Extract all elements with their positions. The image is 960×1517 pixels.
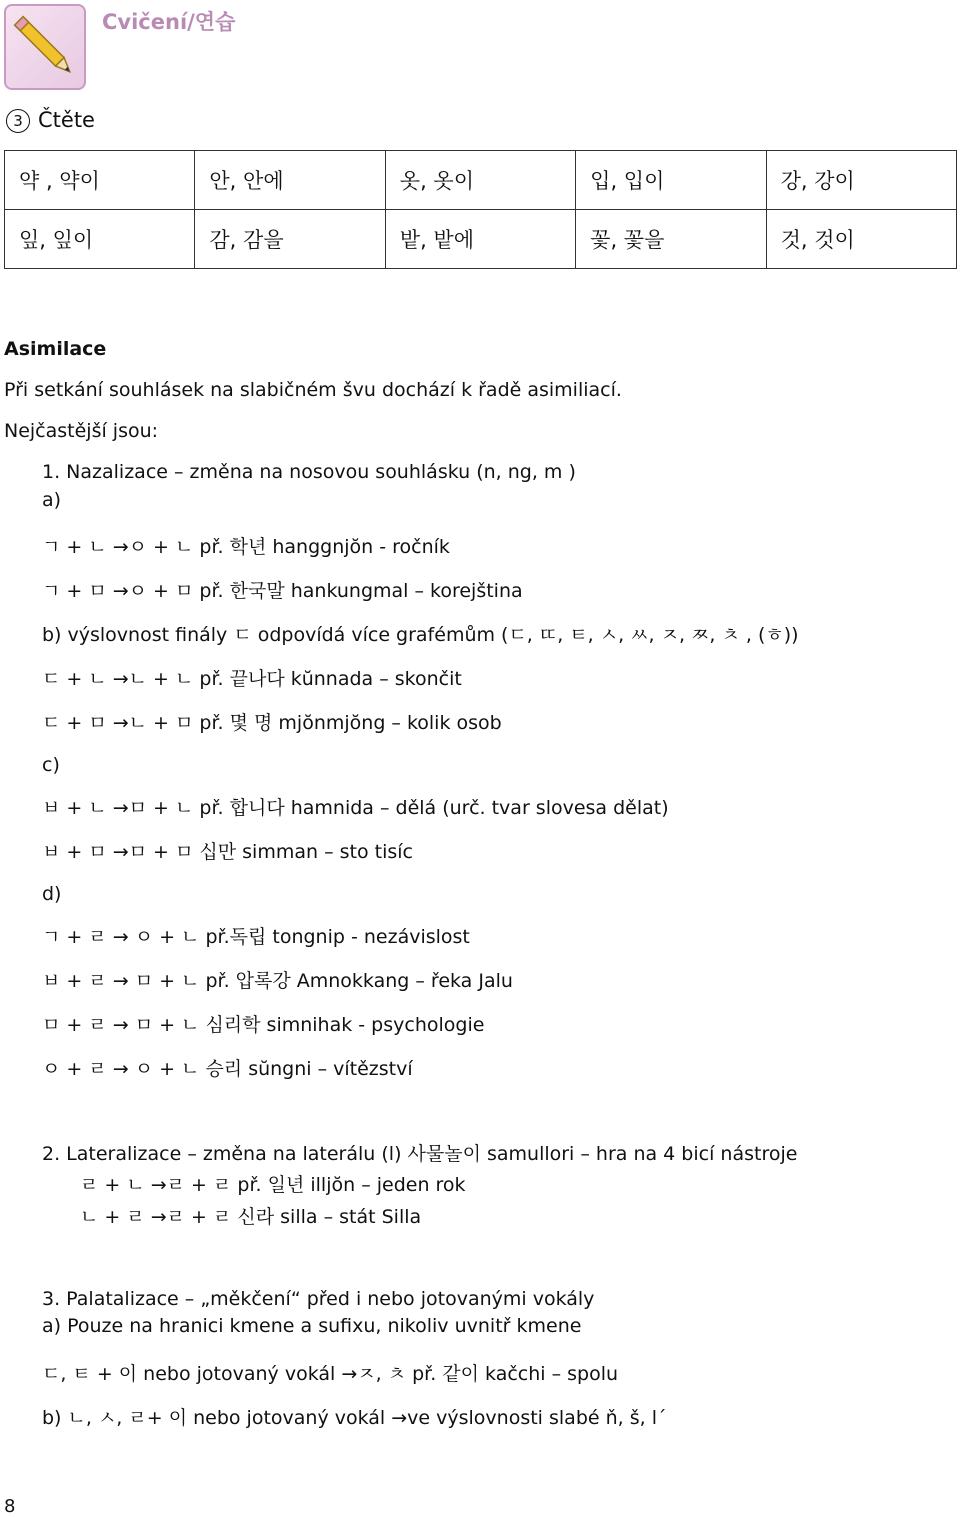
intro-text: Nejčastější jsou: xyxy=(4,420,159,442)
table-cell: 강, 강이 xyxy=(766,151,956,210)
rule-line: b) ㄴ, ㅅ, ㄹ+ 이 nebo jotovaný vokál →ve výslovnosti slabé ň, š, l´ xyxy=(42,1407,667,1429)
section-item: 1. Nazalizace – změna na nosovou souhlásku (n, ng, m ) xyxy=(42,461,576,483)
rule-line: ㄷ + ㅁ →ㄴ + ㅁ př. 몇 명 mjŏnmjŏng – kolik osob xyxy=(42,712,502,734)
table-cell: 밭, 밭에 xyxy=(385,210,575,269)
sub-label: a) xyxy=(42,489,62,511)
rule-line: ㄴ + ㄹ →ㄹ + ㄹ 신라 silla – stát Silla xyxy=(80,1206,422,1228)
rule-line: ㄷ + ㄴ →ㄴ + ㄴ př. 끝나다 kŭnnada – skončit xyxy=(42,668,462,690)
table-row xyxy=(5,151,957,210)
rule-line: ㄱ + ㄹ → ㅇ + ㄴ př.독립 tongnip - nezávislost xyxy=(42,926,470,948)
header-title: Cvičení/연습 xyxy=(102,10,236,34)
sub-label: c) xyxy=(42,754,60,776)
rule-line: ㅂ + ㅁ →ㅁ + ㅁ 십만 simman – sto tisíc xyxy=(42,841,413,863)
section-item: 2. Lateralizace – změna na laterálu (l) 사물놀이 samullori – hra na 4 bicí nástroje xyxy=(42,1143,798,1165)
rule-line: ㅂ + ㄹ → ㅁ + ㄴ př. 압록강 Amnokkang – řeka Jalu xyxy=(42,970,513,992)
page-number: 8 xyxy=(4,1496,16,1517)
sub-label: a) Pouze na hranici kmene a sufixu, nikoliv uvnitř kmene xyxy=(42,1315,582,1337)
table-cell: 약 , 약이 xyxy=(5,151,195,210)
table-cell: 입, 입이 xyxy=(576,151,766,210)
rule-line: ㄷ, ㅌ + 이 nebo jotovaný vokál →ㅈ, ㅊ př. 같이 kačchi – spolu xyxy=(42,1363,619,1385)
section-heading: Asimilace xyxy=(4,338,107,360)
table-cell: 안, 안에 xyxy=(195,151,385,210)
table-cell: 잎, 잎이 xyxy=(5,210,195,269)
rule-line: ㄹ + ㄴ →ㄹ + ㄹ př. 일년 illjŏn – jeden rok xyxy=(80,1174,466,1196)
reading-table xyxy=(4,150,957,269)
rule-line: ㄱ + ㅁ →ㅇ + ㅁ př. 한국말 hankungmal – korejština xyxy=(42,580,523,602)
exercise-label xyxy=(6,108,95,133)
rule-line: ㅂ + ㄴ →ㅁ + ㄴ př. 합니다 hamnida – dělá (urč. tvar slovesa dělat) xyxy=(42,797,669,819)
exercise-number: 3 xyxy=(6,109,30,133)
intro-text: Při setkání souhlásek na slabičném švu dochází k řadě asimiliací. xyxy=(4,379,622,401)
rule-line: ㅇ + ㄹ → ㅇ + ㄴ 승리 sŭngni – vítězství xyxy=(42,1058,413,1080)
rule-line: ㄱ + ㄴ →ㅇ + ㄴ př. 학년 hanggnjŏn - ročník xyxy=(42,536,450,558)
table-cell: 꽃, 꽃을 xyxy=(576,210,766,269)
table-cell: 감, 감을 xyxy=(195,210,385,269)
exercise-title: Čtěte xyxy=(38,108,95,132)
table-cell: 것, 것이 xyxy=(766,210,956,269)
table-row xyxy=(5,210,957,269)
rule-line: ㅁ + ㄹ → ㅁ + ㄴ 심리학 simnihak - psychologie xyxy=(42,1014,485,1036)
section-item: 3. Palatalizace – „měkčení“ před i nebo jotovanými vokály xyxy=(42,1288,595,1310)
pencil-icon xyxy=(4,4,86,90)
table-cell: 옷, 옷이 xyxy=(385,151,575,210)
sub-label: d) xyxy=(42,883,62,905)
rule-line: b) výslovnost finály ㄷ odpovídá více grafémům (ㄷ, ㄸ, ㅌ, ㅅ, ㅆ, ㅈ, ㅉ, ㅊ , (ㅎ)) xyxy=(42,624,799,646)
